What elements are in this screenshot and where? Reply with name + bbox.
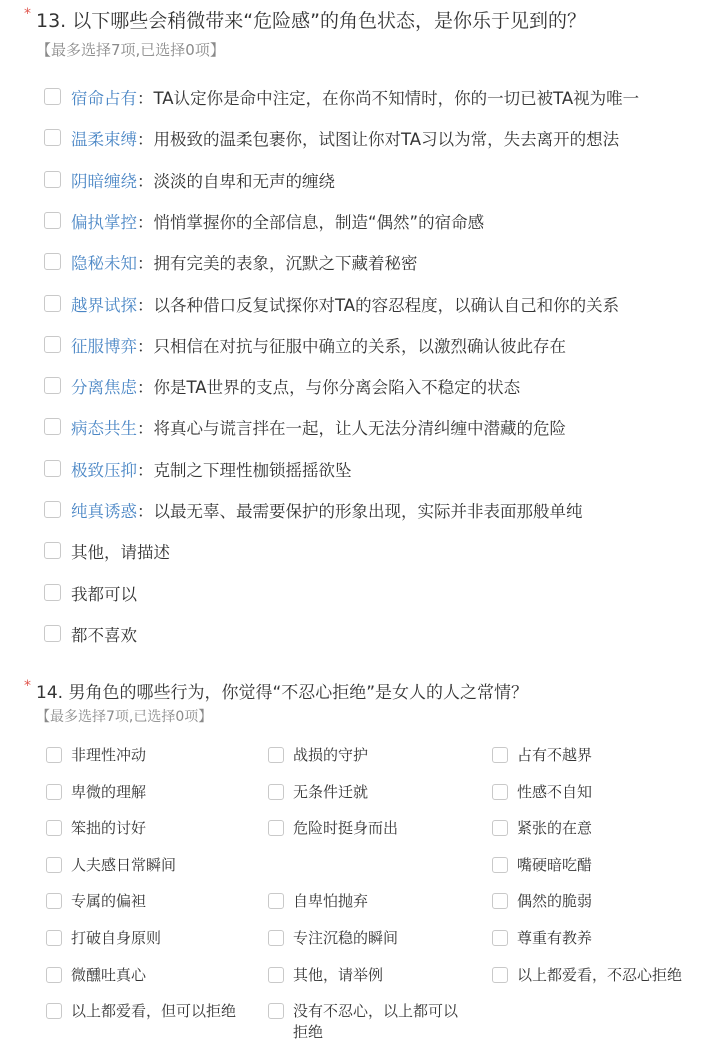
q14-option[interactable]	[492, 818, 592, 839]
option-name: 温柔束缚	[71, 130, 137, 150]
option-label: 战损的守护	[293, 746, 369, 764]
option-label: 其他，请描述	[71, 543, 170, 563]
option-name: 阴暗缠绕	[71, 171, 137, 191]
q14-option[interactable]	[492, 855, 592, 876]
option-separator: ：	[137, 460, 154, 480]
option-name: 隐秘未知	[71, 254, 137, 274]
option-label: 都不喜欢	[71, 625, 137, 645]
q14-option[interactable]	[492, 928, 592, 949]
option-label: 没有不忍心，以上都可以拒绝	[293, 1002, 459, 1042]
option-name: 偏执掌控	[71, 212, 137, 232]
option-label: 性感不自知	[517, 782, 593, 801]
checkbox[interactable]	[44, 253, 61, 270]
checkbox[interactable]	[492, 893, 508, 909]
option-name: 极致压抑	[71, 460, 137, 480]
q13-option[interactable]	[44, 209, 484, 233]
q14-option[interactable]	[268, 818, 398, 839]
q14-option[interactable]	[46, 855, 176, 876]
q13-option[interactable]	[44, 250, 418, 274]
q14-option[interactable]	[46, 965, 146, 986]
option-description: 以各种借口反复试探你对TA的容忍程度，以确认自己和你的关系	[153, 295, 620, 315]
option-label: 以上都爱看，不忍心拒绝	[517, 965, 683, 984]
option-label: 我都可以	[71, 584, 137, 604]
q13-option[interactable]	[44, 622, 137, 646]
checkbox[interactable]	[44, 542, 61, 559]
question-13-text: 13. 以下哪些会稍微带来“危险感”的角色状态，是你乐于见到的？	[36, 10, 586, 32]
option-description: 拥有完美的表象，沉默之下藏着秘密	[153, 254, 418, 274]
q14-option[interactable]	[492, 965, 682, 986]
q14-option[interactable]	[46, 818, 146, 839]
option-separator: ：	[137, 89, 154, 108]
option-label: 笨拙的讨好	[71, 819, 147, 838]
option-label: 打破自身原则	[71, 929, 162, 947]
q14-option[interactable]	[46, 928, 161, 949]
option-description: 克制之下理性枷锁摇摇欲坠	[153, 460, 352, 480]
option-description: 以最无辜、最需要保护的形象出现，实际并非表面那般单纯	[153, 502, 583, 521]
option-label: 非理性冲动	[71, 746, 147, 764]
q13-option[interactable]	[44, 292, 619, 316]
q13-option[interactable]	[44, 581, 137, 605]
option-separator: ：	[137, 171, 154, 191]
option-label: 专注沉稳的瞬间	[293, 929, 399, 947]
option-label: 自卑怕抛弃	[293, 892, 369, 911]
option-label: 危险时挺身而出	[293, 819, 399, 838]
checkbox[interactable]	[268, 930, 284, 946]
option-separator: ：	[137, 502, 154, 521]
checkbox[interactable]	[44, 88, 61, 105]
option-label: 偶然的脆弱	[517, 892, 593, 911]
q14-option[interactable]	[268, 965, 383, 986]
checkbox[interactable]	[44, 212, 61, 229]
checkbox[interactable]	[44, 501, 61, 518]
checkbox[interactable]	[46, 747, 62, 763]
q14-option[interactable]	[492, 891, 592, 912]
q13-option[interactable]	[44, 85, 639, 109]
checkbox[interactable]	[268, 820, 284, 836]
checkbox[interactable]	[268, 967, 284, 983]
checkbox[interactable]	[44, 625, 61, 642]
option-name: 分离焦虑	[71, 378, 137, 398]
option-name: 宿命占有	[71, 89, 137, 108]
option-label: 占有不越界	[517, 746, 593, 764]
checkbox[interactable]	[268, 1003, 284, 1019]
option-description: 用极致的温柔包裹你，试图让你对TA习以为常，失去离开的想法	[153, 130, 620, 150]
option-label: 以上都爱看，但可以拒绝	[71, 1002, 237, 1021]
q14-option[interactable]	[46, 1001, 236, 1022]
option-separator: ：	[137, 212, 154, 232]
option-description: 淡淡的自卑和无声的缠绕	[153, 171, 335, 191]
option-label: 紧张的在意	[517, 819, 593, 838]
checkbox[interactable]	[44, 377, 61, 394]
checkbox[interactable]	[44, 336, 61, 353]
option-description: 你是TA世界的支点，与你分离会陷入不稳定的状态	[153, 378, 521, 398]
q13-option[interactable]	[44, 498, 583, 522]
option-description: 只相信在对抗与征服中确立的关系，以激烈确认彼此存在	[153, 336, 566, 356]
required-mark: *	[24, 678, 31, 694]
checkbox[interactable]	[268, 893, 284, 909]
checkbox[interactable]	[44, 460, 61, 477]
option-description: TA认定你是命中注定，在你尚不知情时，你的一切已被TA视为唯一	[153, 89, 640, 108]
q14-option[interactable]	[46, 782, 146, 803]
required-mark: *	[24, 6, 31, 22]
q13-option[interactable]	[44, 333, 566, 357]
question-13-hint: 【最多选择7项,已选择0项】	[36, 41, 225, 59]
q14-option[interactable]	[46, 745, 146, 766]
q14-option[interactable]	[268, 1001, 458, 1043]
checkbox[interactable]	[44, 171, 61, 188]
option-separator: ：	[137, 378, 154, 398]
option-separator: ：	[137, 130, 154, 150]
checkbox[interactable]	[46, 820, 62, 836]
option-label: 微醺吐真心	[71, 965, 147, 984]
option-description: 悄悄掌握你的全部信息，制造“偶然”的宿命感	[153, 212, 485, 232]
q13-option[interactable]	[44, 126, 619, 150]
option-description: 将真心与谎言拌在一起，让人无法分清纠缠中潜藏的危险	[153, 419, 566, 439]
option-separator: ：	[137, 295, 154, 315]
checkbox[interactable]	[492, 820, 508, 836]
checkbox[interactable]	[492, 747, 508, 763]
q13-option[interactable]	[44, 539, 170, 563]
q14-option[interactable]	[492, 782, 592, 803]
checkbox[interactable]	[46, 857, 62, 873]
option-label: 专属的偏袒	[71, 892, 147, 911]
checkbox[interactable]	[46, 784, 62, 800]
q13-option[interactable]	[44, 374, 520, 398]
option-label: 人夫感日常瞬间	[71, 855, 177, 874]
checkbox[interactable]	[492, 967, 508, 983]
option-label: 卑微的理解	[71, 782, 147, 801]
q13-option[interactable]	[44, 415, 566, 439]
option-name: 纯真诱惑	[71, 502, 137, 521]
option-name: 病态共生	[71, 419, 137, 439]
checkbox[interactable]	[46, 967, 62, 983]
checkbox[interactable]	[44, 295, 61, 312]
option-name: 征服博弈	[71, 336, 137, 356]
q14-option[interactable]	[492, 745, 592, 766]
option-label: 其他，请举例	[293, 965, 384, 984]
checkbox[interactable]	[268, 784, 284, 800]
checkbox[interactable]	[44, 584, 61, 601]
option-label: 尊重有教养	[517, 929, 593, 947]
q13-option[interactable]	[44, 457, 352, 481]
question-13-title	[24, 6, 586, 33]
question-14-hint: 【最多选择7项,已选择0项】	[36, 709, 213, 725]
option-separator: ：	[137, 419, 154, 439]
question-14-title	[24, 678, 528, 703]
option-label: 无条件迁就	[293, 782, 369, 801]
checkbox[interactable]	[492, 857, 508, 873]
option-label: 嘴硬暗吃醋	[517, 855, 593, 874]
q14-option[interactable]	[268, 891, 368, 912]
option-separator: ：	[137, 336, 154, 356]
checkbox[interactable]	[44, 129, 61, 146]
checkbox[interactable]	[492, 784, 508, 800]
checkbox[interactable]	[268, 747, 284, 763]
q14-option[interactable]	[46, 891, 146, 912]
q14-option[interactable]	[268, 745, 368, 766]
option-separator: ：	[137, 254, 154, 274]
q14-option[interactable]	[268, 928, 398, 949]
checkbox[interactable]	[492, 930, 508, 946]
checkbox[interactable]	[44, 418, 61, 435]
option-name: 越界试探	[71, 295, 137, 315]
q13-option[interactable]	[44, 168, 335, 192]
checkbox[interactable]	[46, 930, 62, 946]
question-14-text: 14. 男角色的哪些行为，你觉得“不忍心拒绝”是女人的人之常情？	[36, 683, 529, 703]
checkbox[interactable]	[46, 893, 62, 909]
q14-option[interactable]	[268, 782, 368, 803]
checkbox[interactable]	[46, 1003, 62, 1019]
